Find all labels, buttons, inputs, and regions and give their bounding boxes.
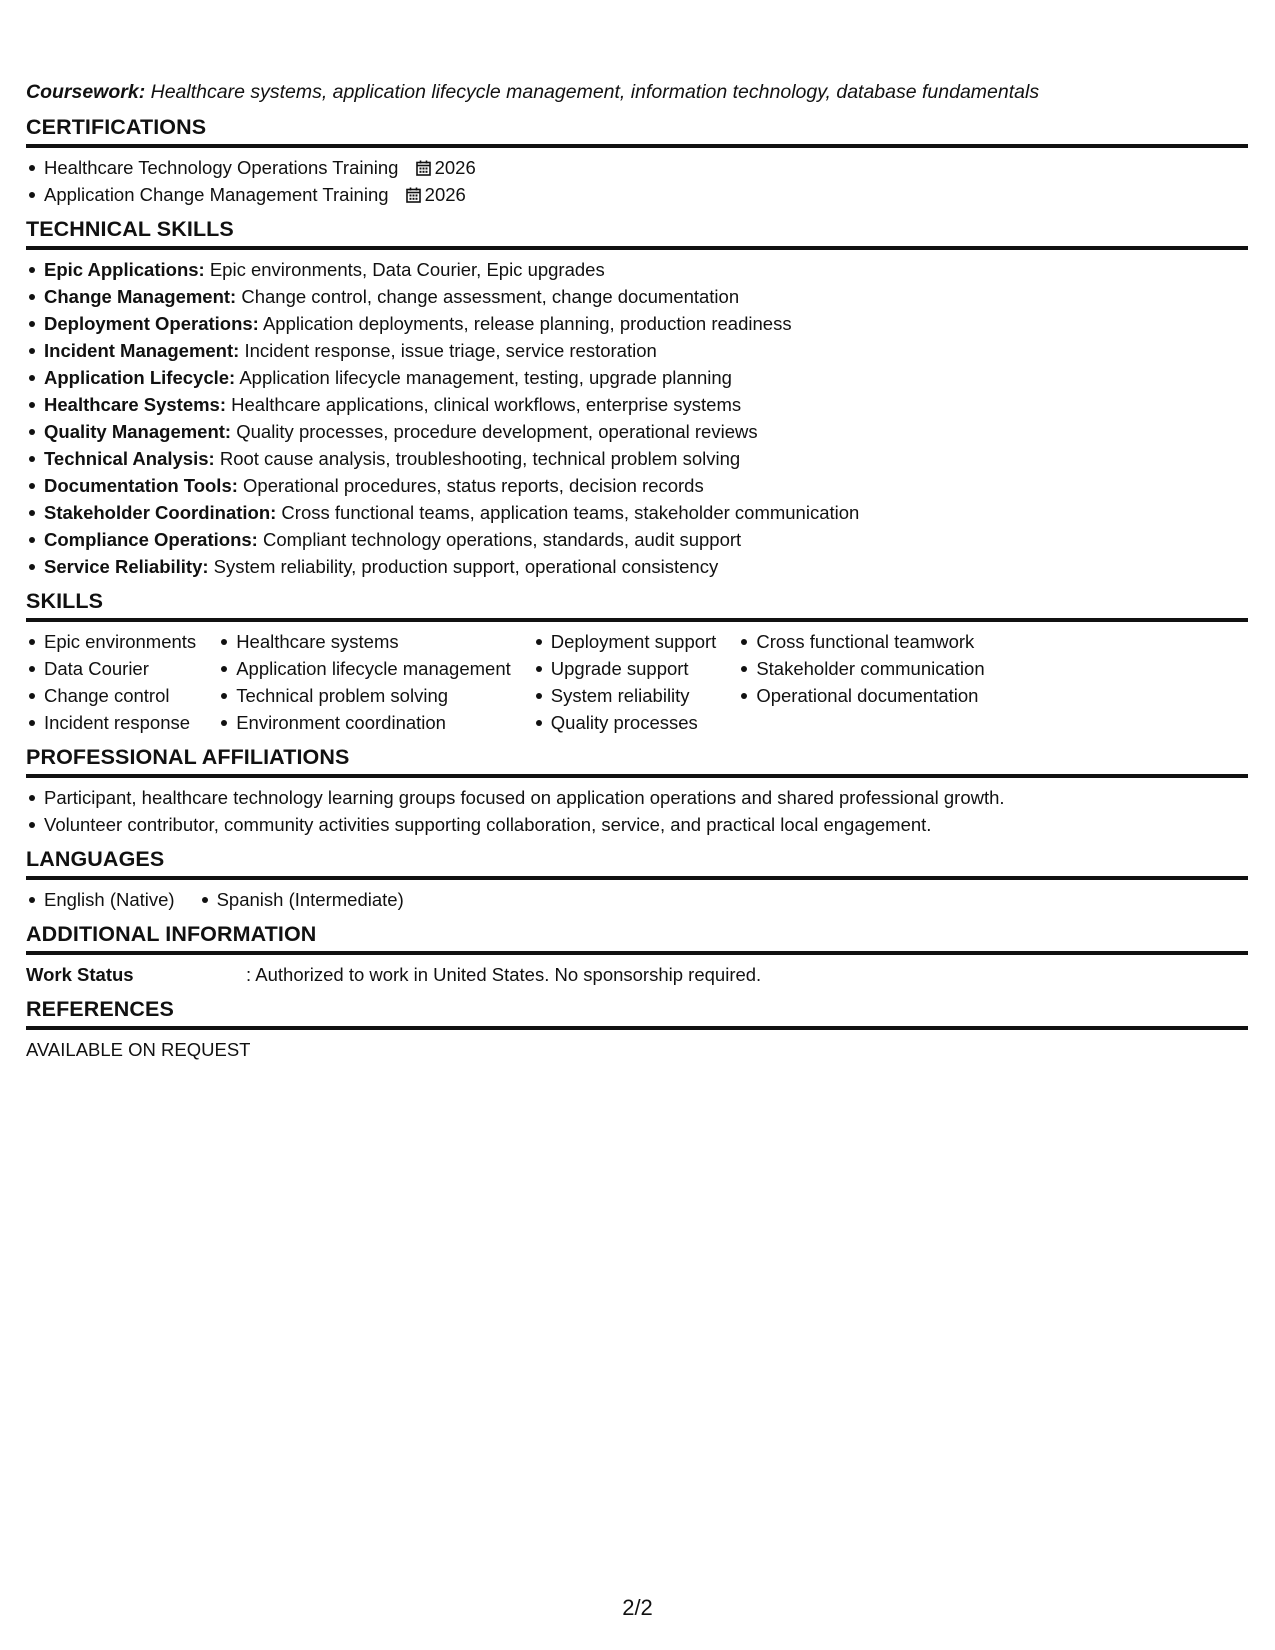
work-status-row [26,961,1248,988]
certification-item [26,154,1248,181]
technical-skill-item [26,526,1248,553]
references-text: AVAILABLE ON REQUEST [26,1039,251,1060]
skill-item: Stakeholder communication [738,655,984,682]
calendar-icon [416,160,431,176]
skills-column [533,628,717,736]
skill-category: Healthcare Systems: [44,394,227,415]
skill-detail: Compliant technology operations, standards, audit support [257,529,742,550]
skills-section [26,588,1248,736]
technical-skill-item [26,418,1248,445]
skill-detail: Root cause analysis, troubleshooting, technical problem solving [214,448,741,469]
work-status-label: Work Status [26,964,134,985]
technical-skill-item [26,256,1248,283]
technical-skill-item [26,391,1248,418]
skill-item: Technical problem solving [218,682,511,709]
technical-skills-list [26,256,1248,580]
skills-column [218,628,511,736]
language-item: English (Native) [26,886,175,913]
page-number: 2/2 [622,1595,653,1620]
skill-category: Change Management: [44,286,237,307]
technical-skills-heading: TECHNICAL SKILLS [26,216,1248,250]
skill-item: Incident response [26,709,196,736]
technical-skill-item [26,445,1248,472]
certifications-section [26,114,1248,208]
affiliation-item: Participant, healthcare technology learning groups focused on application operations and shared professional growth. [26,784,1248,811]
language-item: Spanish (Intermediate) [199,886,404,913]
work-status-value: : Authorized to work in United States. No sponsorship required. [246,964,762,985]
skill-detail: Healthcare applications, clinical workflows, enterprise systems [226,394,742,415]
resume-page [26,74,1248,1071]
coursework-label: Coursework: [26,81,146,103]
skill-category: Incident Management: [44,340,240,361]
skill-item: Healthcare systems [218,628,511,655]
skill-detail: Quality processes, procedure development, operational reviews [231,421,758,442]
certifications-heading: CERTIFICATIONS [26,114,1248,148]
coursework-line [26,74,1248,110]
technical-skill-item [26,310,1248,337]
skill-detail: Application lifecycle management, testing, upgrade planning [235,367,732,388]
technical-skill-item [26,499,1248,526]
skill-detail: Incident response, issue triage, service restoration [239,340,657,361]
skill-category: Deployment Operations: [44,313,259,334]
technical-skill-item [26,337,1248,364]
skill-detail: Operational procedures, status reports, decision records [237,475,704,496]
affiliations-heading: PROFESSIONAL AFFILIATIONS [26,744,1248,778]
certifications-list [26,154,1248,208]
skill-item: Change control [26,682,196,709]
skill-category: Compliance Operations: [44,529,258,550]
certification-name: Healthcare Technology Operations Training [44,157,399,178]
skills-column [738,628,984,736]
skill-item: Deployment support [533,628,717,655]
certification-name: Application Change Management Training [44,184,389,205]
skill-detail: System reliability, production support, operational consistency [208,556,719,577]
references-section [26,996,1248,1063]
languages-section [26,846,1248,913]
skill-item: Data Courier [26,655,196,682]
languages-heading: LANGUAGES [26,846,1248,880]
skills-column [26,628,196,736]
technical-skill-item [26,472,1248,499]
technical-skill-item [26,364,1248,391]
skill-detail: Epic environments, Data Courier, Epic upgrades [204,259,605,280]
certification-item [26,181,1248,208]
skills-heading: SKILLS [26,588,1248,622]
additional-info-heading: ADDITIONAL INFORMATION [26,921,1248,955]
skill-category: Documentation Tools: [44,475,238,496]
technical-skill-item [26,553,1248,580]
skill-category: Stakeholder Coordination: [44,502,277,523]
skill-item: Epic environments [26,628,196,655]
skill-item: Application lifecycle management [218,655,511,682]
skill-item: Upgrade support [533,655,717,682]
skills-grid [26,628,1248,736]
skill-category: Application Lifecycle: [44,367,236,388]
skill-category: Quality Management: [44,421,232,442]
references-heading: REFERENCES [26,996,1248,1030]
certification-year: 2026 [424,184,466,205]
technical-skills-section [26,216,1248,580]
skill-item: Operational documentation [738,682,984,709]
skill-detail: Application deployments, release planning, production readiness [258,313,792,334]
additional-info-section [26,921,1248,988]
skill-detail: Cross functional teams, application teams, stakeholder communication [276,502,860,523]
affiliation-item: Volunteer contributor, community activities supporting collaboration, service, and practical local engagement. [26,811,1248,838]
affiliations-list [26,784,1248,838]
affiliations-section [26,744,1248,838]
calendar-icon [406,187,421,203]
skill-detail: Change control, change assessment, change documentation [236,286,740,307]
skill-item: Cross functional teamwork [738,628,984,655]
technical-skill-item [26,283,1248,310]
skill-category: Epic Applications: [44,259,205,280]
skill-item: System reliability [533,682,717,709]
skill-item: Environment coordination [218,709,511,736]
languages-list [26,886,1248,913]
skill-category: Service Reliability: [44,556,209,577]
certification-year: 2026 [434,157,476,178]
skill-item: Quality processes [533,709,717,736]
coursework-text: Healthcare systems, application lifecycle management, information technology, database fundamentals [145,81,1040,103]
skill-category: Technical Analysis: [44,448,215,469]
